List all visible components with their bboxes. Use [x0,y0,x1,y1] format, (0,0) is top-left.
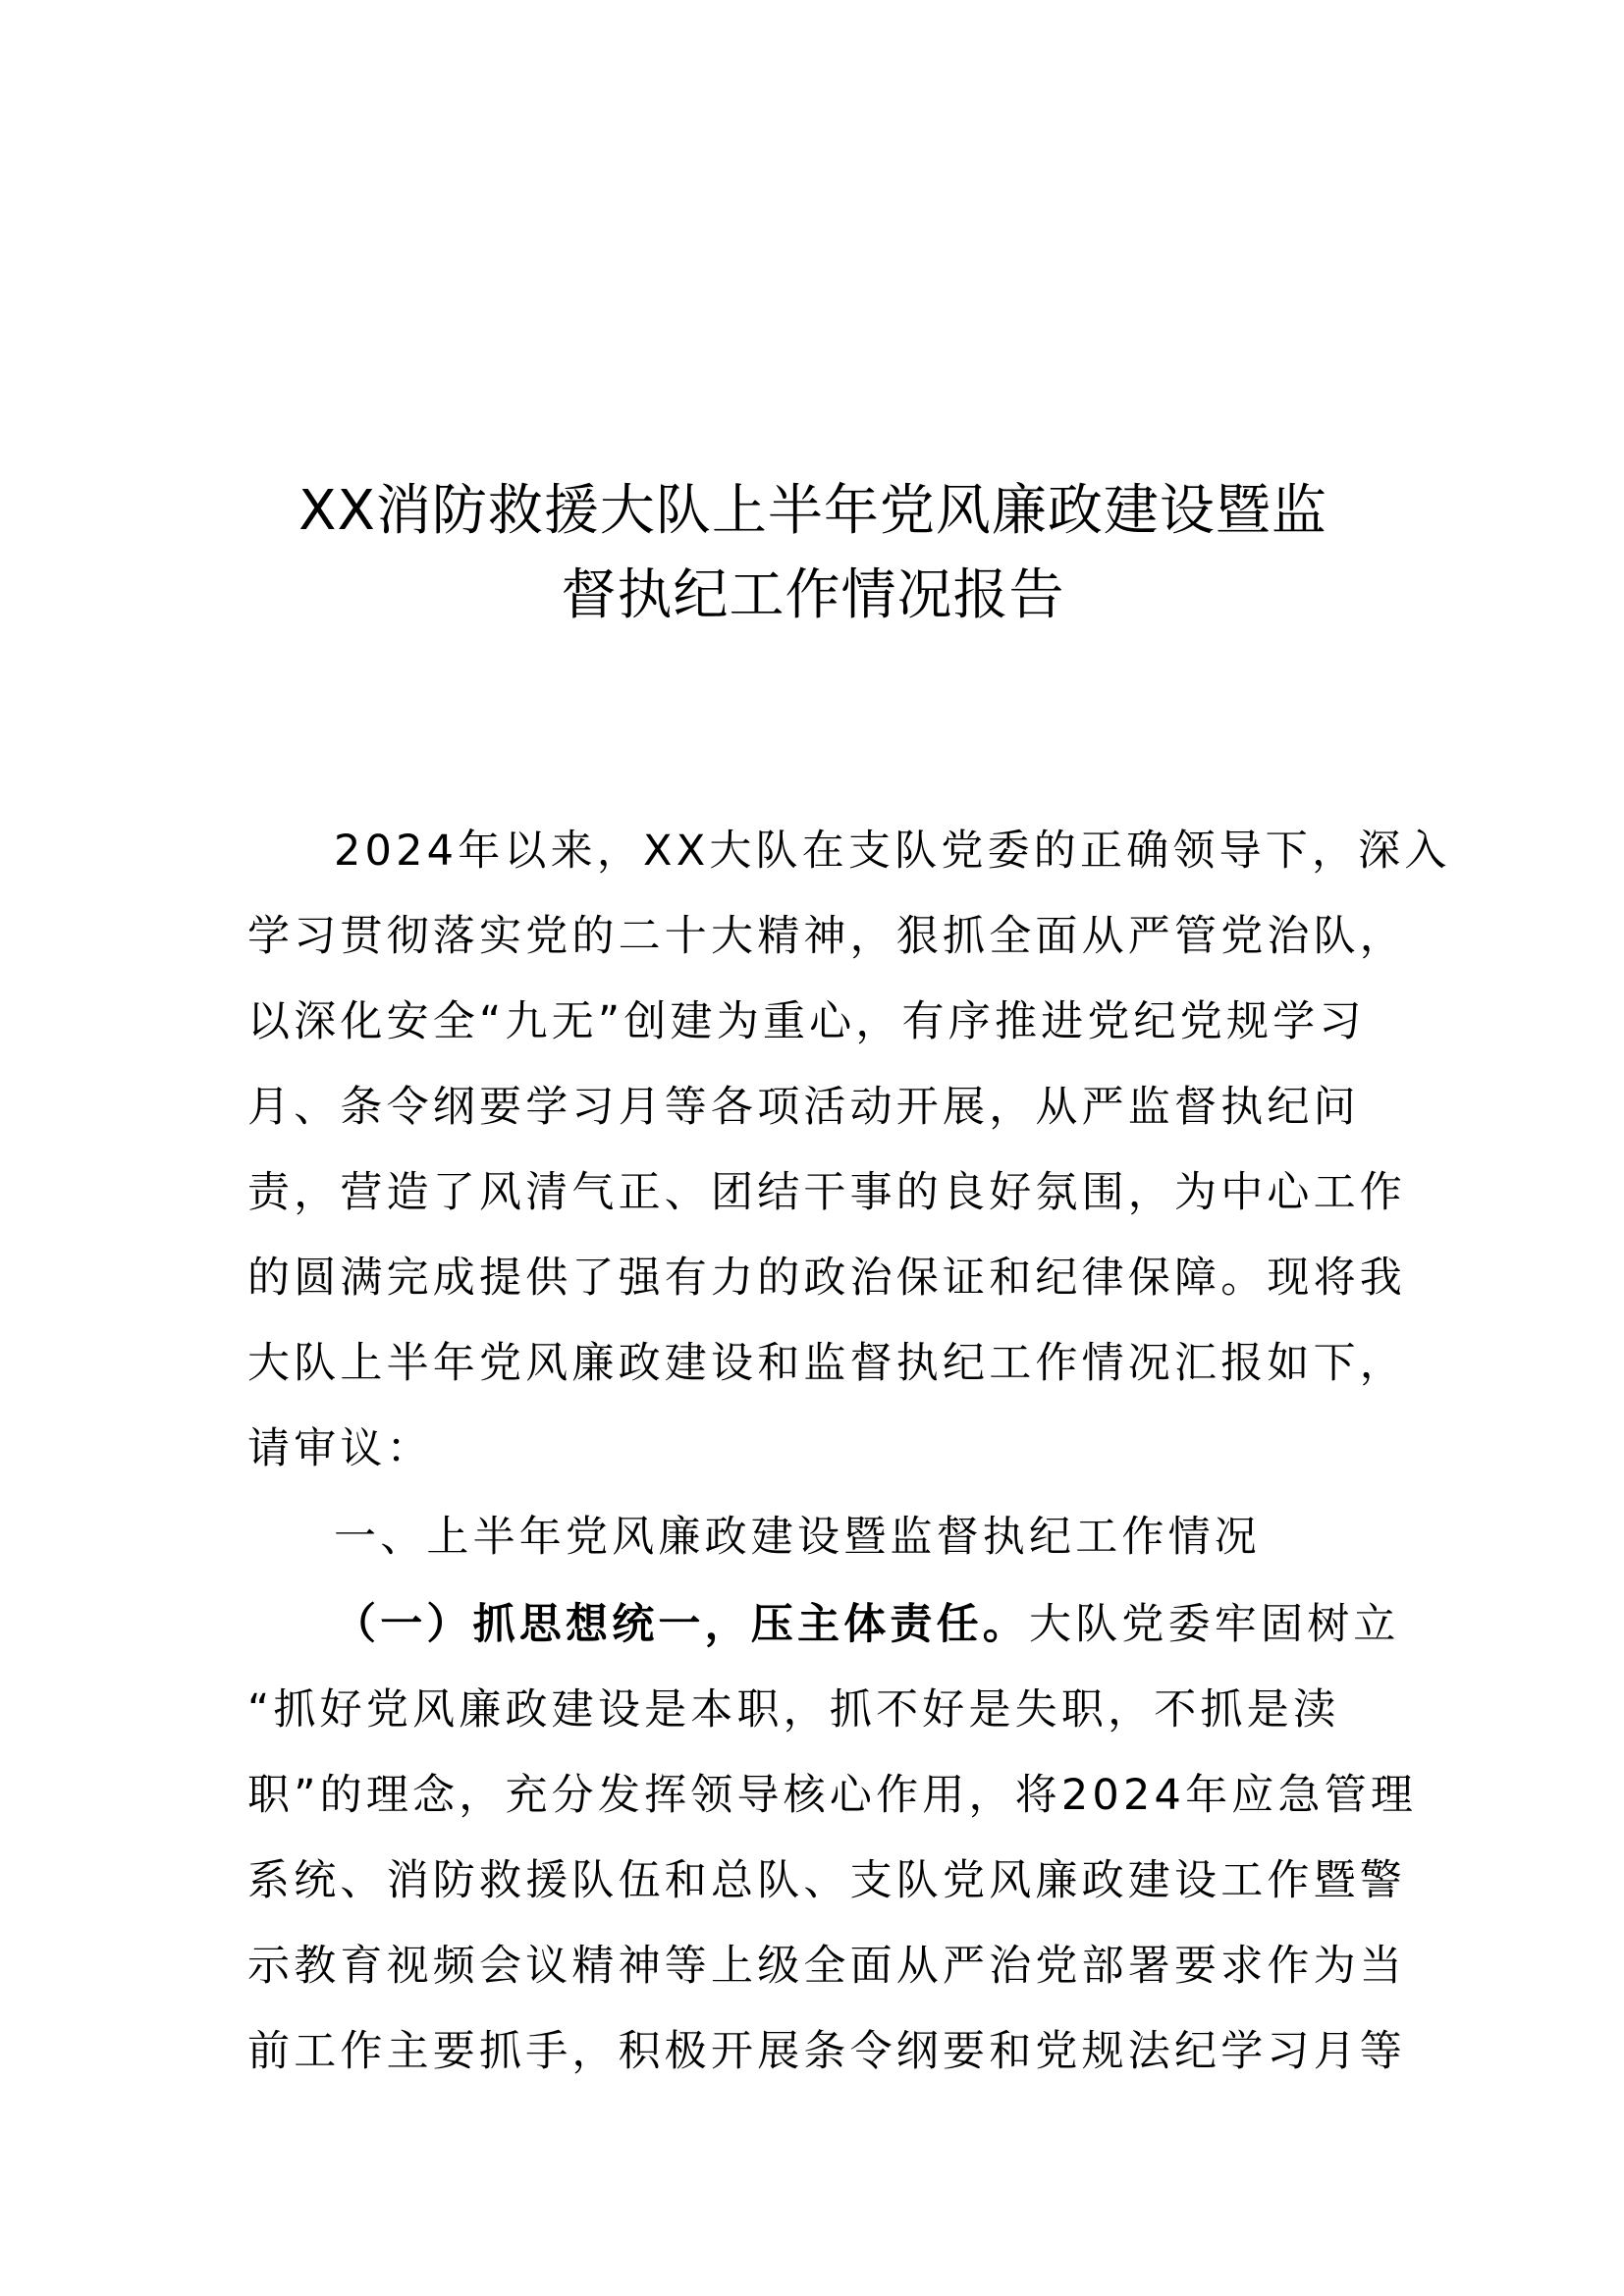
subsection-line: 示教育视频会议精神等上级全面从严治党部署要求作为当 [247,1942,1406,1991]
subsection-bold-lead: （一）抓思想统一，压主体责任。 [334,1600,1029,1649]
title-line-1: XX消防救援大队上半年党风廉政建设暨监 [298,479,1327,543]
intro-line: 请审议： [247,1424,433,1473]
intro-line: 2024年以来，XX大队在支队党委的正确领导下，深入 [334,827,1451,876]
subsection-line: “抓好党风廉政建设是本职，抓不好是失职，不抓是渎 [247,1685,1340,1735]
intro-line: 的圆满完成提供了强有力的政治保证和纪律保障。现将我 [247,1254,1406,1303]
intro-line: 责，营造了风清气正、团结干事的良好氛围，为中心工作 [247,1168,1406,1217]
subsection-line: 前工作主要抓手，积极开展条令纲要和党规法纪学习月等 [247,2027,1406,2076]
intro-line: 月、条令纲要学习月等各项活动开展，从严监督执纪问 [247,1083,1360,1132]
subsection-first-line [247,1582,1400,1668]
title-line-2: 督执纪工作情况报告 [561,563,1065,627]
intro-line: 以深化安全“九无”创建为重心，有序推进党纪党规学习 [247,997,1366,1046]
subsection-line: 系统、消防救援队伍和总队、支队党风廉政建设工作暨警 [247,1856,1406,1905]
document-body [247,809,1451,2095]
section-heading: 一、上半年党风廉政建设暨监督执纪工作情况 [334,1513,1261,1562]
intro-line: 大队上半年党风廉政建设和监督执纪工作情况汇报如下， [247,1339,1406,1388]
subsection-line: 职”的理念，充分发挥领导核心作用，将2024年应急管理 [247,1771,1418,1820]
document-title [247,469,1379,638]
intro-line: 学习贯彻落实党的二十大精神，狠抓全面从严管党治队， [247,912,1406,961]
subsection-first-line-rest: 大队党委牢固树立 [1029,1600,1400,1649]
